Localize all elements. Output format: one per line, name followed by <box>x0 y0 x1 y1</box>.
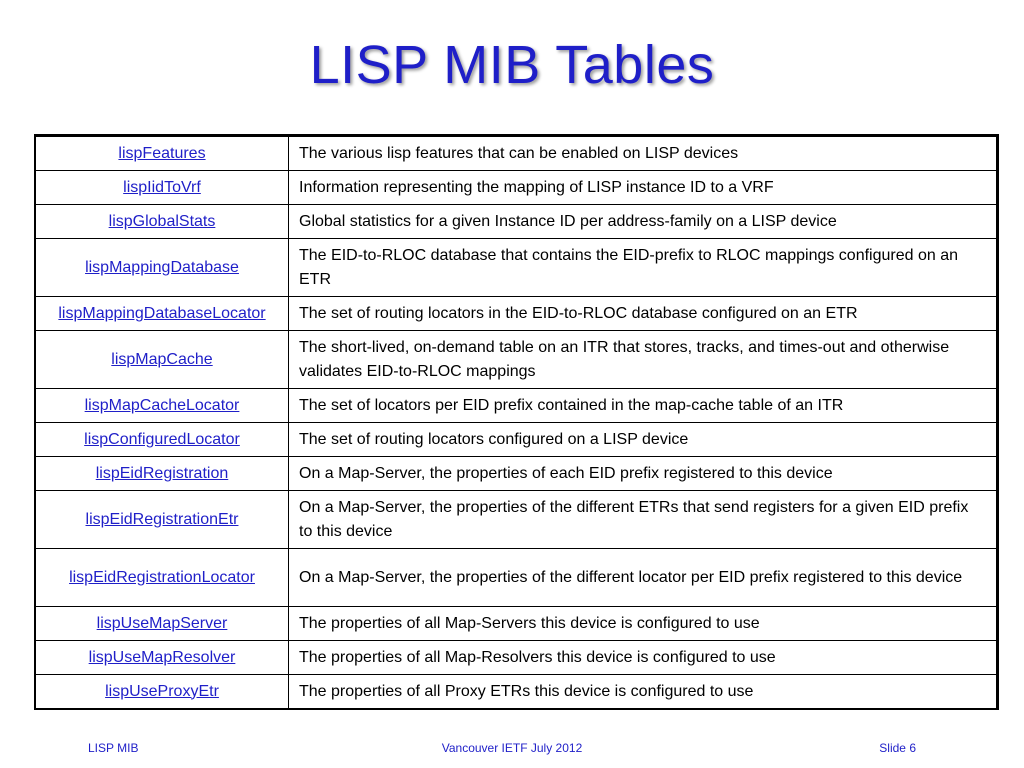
slide-title: LISP MIB Tables <box>309 35 715 95</box>
table-row <box>35 607 998 641</box>
mib-tables-table <box>34 134 999 710</box>
mib-table-description: The properties of all Map-Servers this device is configured to use <box>289 607 998 641</box>
mib-table-link[interactable]: lispMappingDatabase <box>35 239 289 297</box>
mib-table-description: Information representing the mapping of LISP instance ID to a VRF <box>289 171 998 205</box>
table-row <box>35 641 998 675</box>
mib-table-link[interactable]: lispEidRegistration <box>35 457 289 491</box>
mib-table-link[interactable]: lispMappingDatabaseLocator <box>35 297 289 331</box>
mib-table-link[interactable]: lispMapCacheLocator <box>35 389 289 423</box>
mib-table-description: On a Map-Server, the properties of the different ETRs that send registers for a given EID prefix to this device <box>289 491 998 549</box>
mib-table-link[interactable]: lispUseMapResolver <box>35 641 289 675</box>
table-row <box>35 239 998 297</box>
footer-center-label: Vancouver IETF July 2012 <box>441 741 583 755</box>
slide-number: Slide 6 <box>879 741 916 755</box>
table-row <box>35 423 998 457</box>
mib-table-description: On a Map-Server, the properties of the different locator per EID prefix registered to this device <box>289 549 998 607</box>
table-row <box>35 136 998 171</box>
table-row <box>35 331 998 389</box>
mib-table-description: The set of routing locators in the EID-to-RLOC database configured on an ETR <box>289 297 998 331</box>
mib-table-link[interactable]: lispMapCache <box>35 331 289 389</box>
mib-table-description: The EID-to-RLOC database that contains the EID-prefix to RLOC mappings configured on an ETR <box>289 239 998 297</box>
mib-table-description: The properties of all Proxy ETRs this device is configured to use <box>289 675 998 710</box>
table-row <box>35 491 998 549</box>
mib-table-description: The short-lived, on-demand table on an ITR that stores, tracks, and times-out and otherwise validates EID-to-RLOC mappings <box>289 331 998 389</box>
table-row <box>35 457 998 491</box>
mib-table-link[interactable]: lispGlobalStats <box>35 205 289 239</box>
mib-table-description: The set of routing locators configured on a LISP device <box>289 423 998 457</box>
mib-table-link[interactable]: lispConfiguredLocator <box>35 423 289 457</box>
mib-table-description: The various lisp features that can be enabled on LISP devices <box>289 136 998 171</box>
table-row <box>35 675 998 710</box>
mib-table-description: The set of locators per EID prefix contained in the map-cache table of an ITR <box>289 389 998 423</box>
mib-table-link[interactable]: lispUseProxyEtr <box>35 675 289 710</box>
mib-table-link[interactable]: lispUseMapServer <box>35 607 289 641</box>
mib-table-link[interactable]: lispIidToVrf <box>35 171 289 205</box>
table-row <box>35 297 998 331</box>
table-row <box>35 389 998 423</box>
table-row <box>35 549 998 607</box>
footer-left-label: LISP MIB <box>88 741 139 755</box>
mib-table-description: On a Map-Server, the properties of each EID prefix registered to this device <box>289 457 998 491</box>
table-row <box>35 171 998 205</box>
mib-table-description: The properties of all Map-Resolvers this device is configured to use <box>289 641 998 675</box>
mib-table-link[interactable]: lispEidRegistrationLocator <box>35 549 289 607</box>
table-row <box>35 205 998 239</box>
mib-table-link[interactable]: lispEidRegistrationEtr <box>35 491 289 549</box>
mib-table-description: Global statistics for a given Instance ID per address-family on a LISP device <box>289 205 998 239</box>
mib-table-link[interactable]: lispFeatures <box>35 136 289 171</box>
